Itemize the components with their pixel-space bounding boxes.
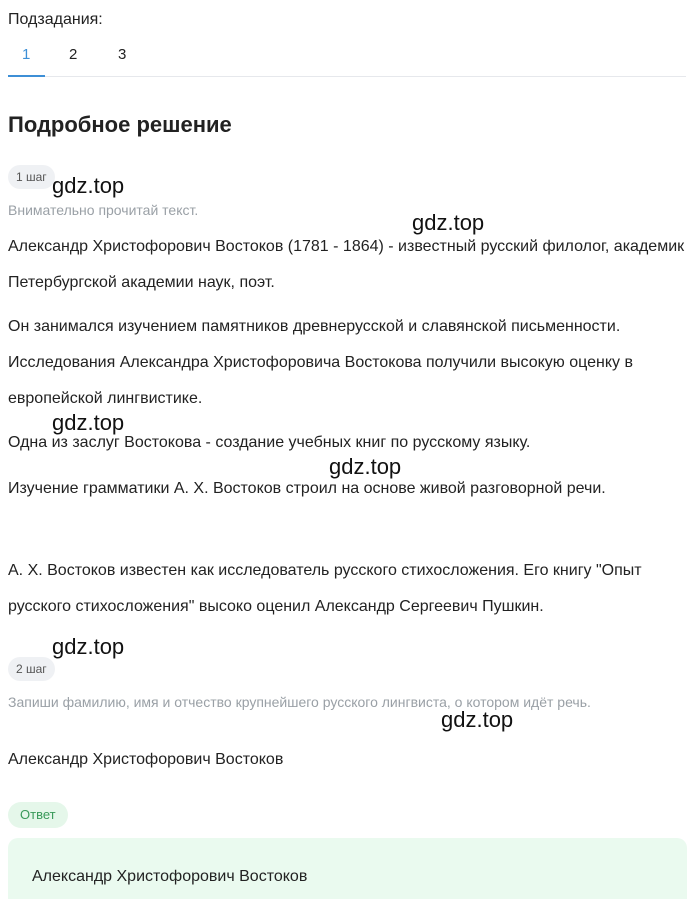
answer-badge: Ответ xyxy=(8,802,68,828)
tab-subtask-3[interactable]: 3 xyxy=(118,46,127,63)
step-1-paragraph-2: Он занимался изучением памятников древнерусской и славянской письменности. Исследования Александра Христофоровича Востокова получили высокую оценку в европейской лингвистике. xyxy=(8,318,633,407)
answer-box xyxy=(8,838,687,899)
step-1-paragraph-4: Изучение грамматики А. Х. Востоков строил на основе живой разговорной речи. xyxy=(8,480,606,497)
subtasks-label: Подзадания: xyxy=(8,11,103,28)
tab-subtask-1[interactable]: 1 xyxy=(22,46,31,63)
solution-heading: Подробное решение xyxy=(8,112,232,137)
answer-text: Александр Христофорович Востоков xyxy=(32,868,308,885)
watermark-2: gdz.top xyxy=(412,210,485,235)
step-1-badge: 1 шаг xyxy=(8,165,55,189)
step-1-paragraph-1: Александр Христофорович Востоков (1781 - 1864) - известный русский филолог, академик Петербургской академии наук, поэт. xyxy=(8,238,685,291)
watermark-3: gdz.top xyxy=(52,410,125,435)
active-tab-indicator xyxy=(8,75,45,77)
watermark-6: gdz.top xyxy=(441,707,514,732)
step-2-badge: 2 шаг xyxy=(8,657,55,681)
step-1-paragraph-3: Одна из заслуг Востокова - создание учебных книг по русскому языку. xyxy=(8,434,531,451)
step-2-paragraph-1: Александр Христофорович Востоков xyxy=(8,751,284,768)
step-1-instruction: Внимательно прочитай текст. xyxy=(8,202,199,218)
tab-subtask-2[interactable]: 2 xyxy=(69,46,78,63)
subtask-tabs xyxy=(8,38,686,77)
step-1-paragraph-5: А. Х. Востоков известен как исследователь русского стихосложения. Его книгу "Опыт русского стихосложения" высоко оценил Александр Сергеевич Пушкин. xyxy=(8,562,642,615)
watermark-1: gdz.top xyxy=(52,173,125,198)
watermark-5: gdz.top xyxy=(52,634,125,659)
step-2-instruction: Запиши фамилию, имя и отчество крупнейшего русского лингвиста, о котором идёт речь. xyxy=(8,694,591,710)
watermark-4: gdz.top xyxy=(329,454,402,479)
